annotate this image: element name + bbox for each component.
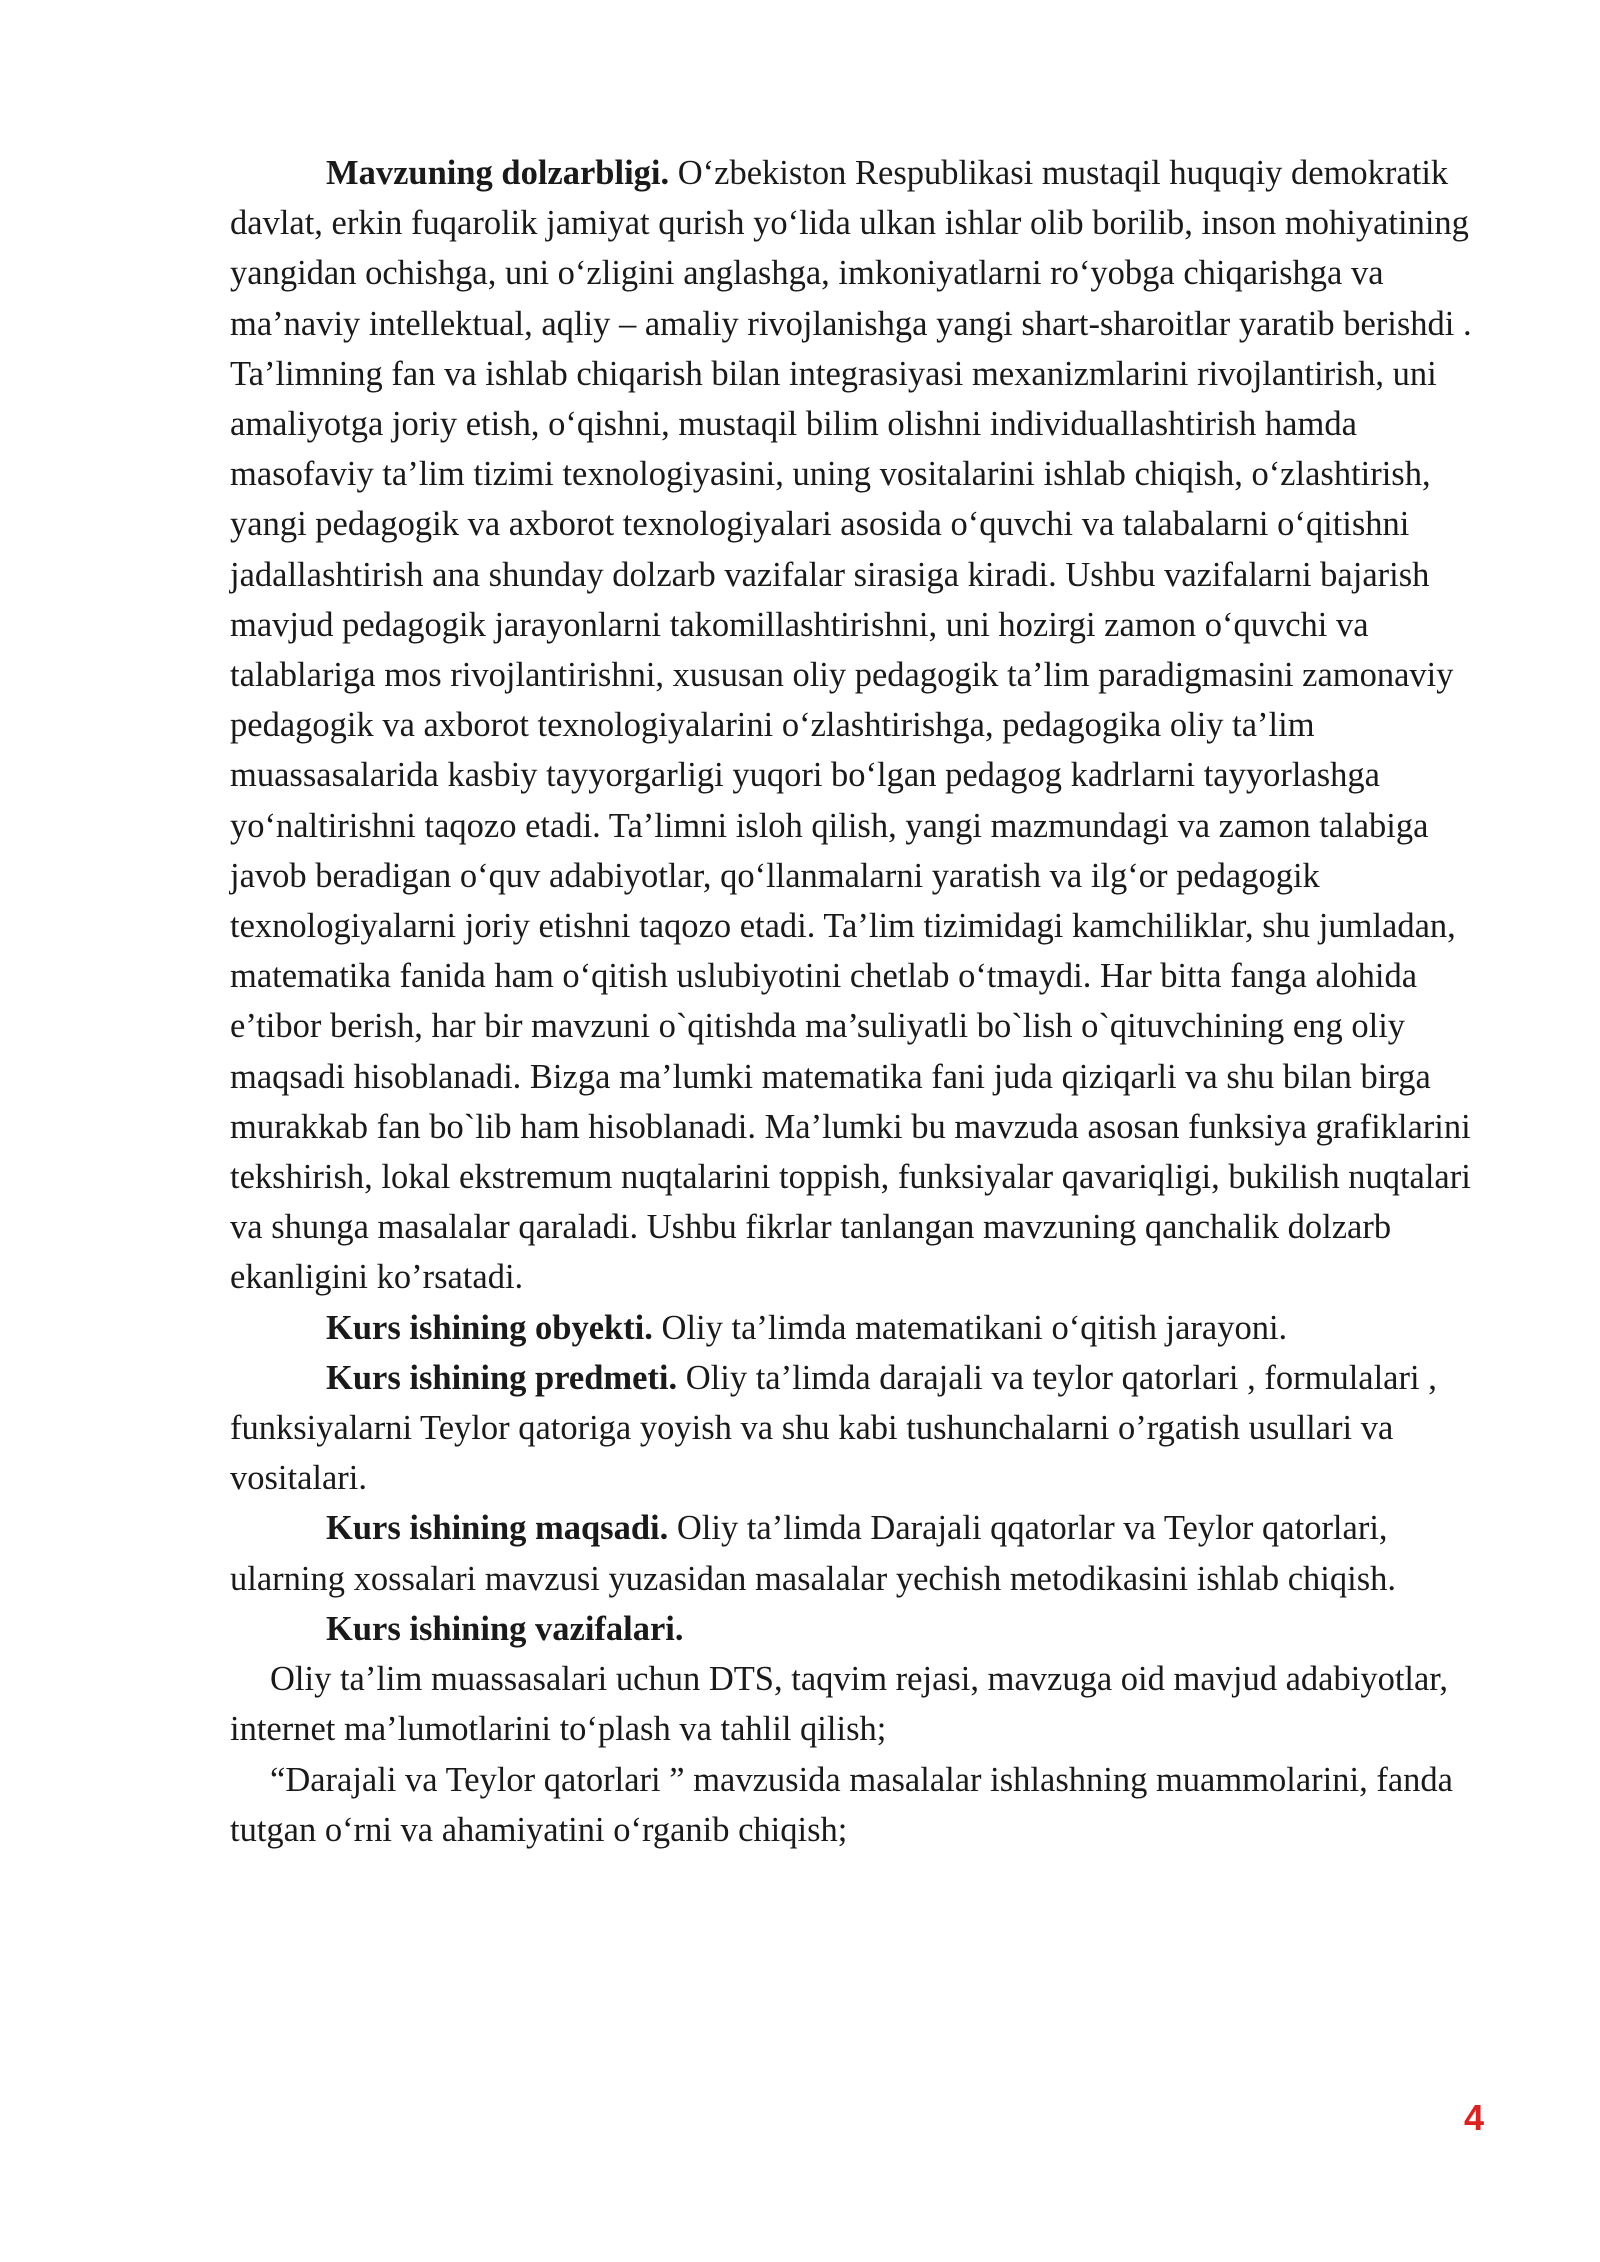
paragraph-goal	[230, 1503, 1505, 1603]
paragraph-text: Oliy ta’limda Darajali qqatorlar va Teylor qatorlari, ularning xossalari mavzusi yuzasidan masalalar yechish metodikasini ishlab chiqish.	[230, 1509, 1397, 1598]
paragraph-text: Oliy ta’limda matematikani o‘qitish jarayoni.	[652, 1308, 1288, 1347]
paragraph-subject	[230, 1353, 1505, 1504]
paragraph-tasks-heading	[230, 1604, 1505, 1654]
page-number: 4	[1464, 2097, 1485, 2138]
paragraph-text: O‘zbekiston Respublikasi mustaqil huquqiy demokratik davlat, erkin fuqarolik jamiyat qurish yo‘lida ulkan ishlar olib borilib, inson mohiyatining yangidan ochishga, uni o‘zligini anglashga, imkoniyatlarni ro‘yobga chiqarishga va ma’naviy intellektual, aqliy – amaliy rivojlanishga yangi shart-sharoitlar yaratib berishdi . Ta’limning fan va ishlab chiqarish bilan integrasiyasi mexanizmlarini rivojlantirish, uni amaliyotga joriy etish, o‘qishni, mustaqil bilim olishni individuallashtirish hamda masofaviy ta’lim tizimi texnologiyasini, uning vositalarini ishlab chiqish, o‘zlashtirish, yangi pedagogik va axborot texnologiyalari asosida o‘quvchi va talabalarni o‘qitishni jadallashtirish ana shunday dolzarb vazifalar sirasiga kiradi. Ushbu vazifalarni bajarish mavjud pedagogik jarayonlarni takomillashtirishni, uni hozirgi zamon o‘quvchi va talablariga mos rivojlantirishni, xususan oliy pedagogik ta’lim paradigmasini zamonaviy pedagogik va axborot texnologiyalarini o‘zlashtirishga, pedagogika oliy ta’lim muassasalarida kasbiy tayyorgarligi yuqori bo‘lgan pedagog kadrlarni tayyorlashga yo‘naltirishni taqozo etadi. Ta’limni isloh qilish, yangi mazmundagi va zamon talabiga javob beradigan o‘quv adabiyotlar, qo‘llanmalarni yaratish va ilg‘or pedagogik texnologiyalarni joriy etishni taqozo etadi. Ta’lim tizimidagi kamchiliklar, shu jumladan, matematika fanida ham o‘qitish uslubiyotini chetlab o‘tmaydi. Har bitta fanga alohida e’tibor berish, har bir mavzuni o`qitishda ma’suliyatli bo`lish o`qituvchining eng oliy maqsadi hisoblanadi. Bizga ma’lumki matematika fani juda qiziqarli va shu bilan birga murakkab fan bo`lib ham hisoblanadi. Ma’lumki bu mavzuda asosan funksiya grafiklarini tekshirish, lokal ekstremum nuqtalarini toppish, funksiyalar qavariqligi, bukilish nuqtalari va shunga masalalar qaraladi. Ushbu fikrlar tanlangan mavzuning qanchalik dolzarb ekanligini ko’rsatadi.	[230, 154, 1472, 1297]
paragraph-heading: Kurs ishining maqsadi.	[326, 1509, 669, 1548]
paragraph-heading: Mavzuning dolzarbligi.	[326, 154, 670, 192]
paragraph-heading: Kurs ishining vazifalari.	[326, 1609, 684, 1648]
task-item: “Darajali va Teylor qatorlari ” mavzusida masalalar ishlashning muammolarini, fanda tutgan o‘rni va ahamiyatini o‘rganib chiqish;	[230, 1760, 1453, 1849]
paragraph-text: Oliy ta’limda darajali va teylor qatorlari , formulalari , funksiyalarni Teylor qatoriga yoyish va shu kabi tushunchalarni o’rgatish usullari va vositalari.	[230, 1358, 1437, 1498]
paragraph-heading: Kurs ishining obyekti.	[326, 1308, 653, 1347]
task-item: Oliy ta’lim muassasalari uchun DTS, taqvim rejasi, mavzuga oid mavjud adabiyotlar, internet ma’lumotlarini to‘plash va tahlil qilish;	[230, 1660, 1449, 1749]
paragraph-object	[230, 1303, 1505, 1353]
paragraph-heading: Kurs ishining predmeti.	[326, 1358, 678, 1397]
document-body	[230, 148, 1505, 1855]
paragraph-relevance	[230, 148, 1505, 1303]
